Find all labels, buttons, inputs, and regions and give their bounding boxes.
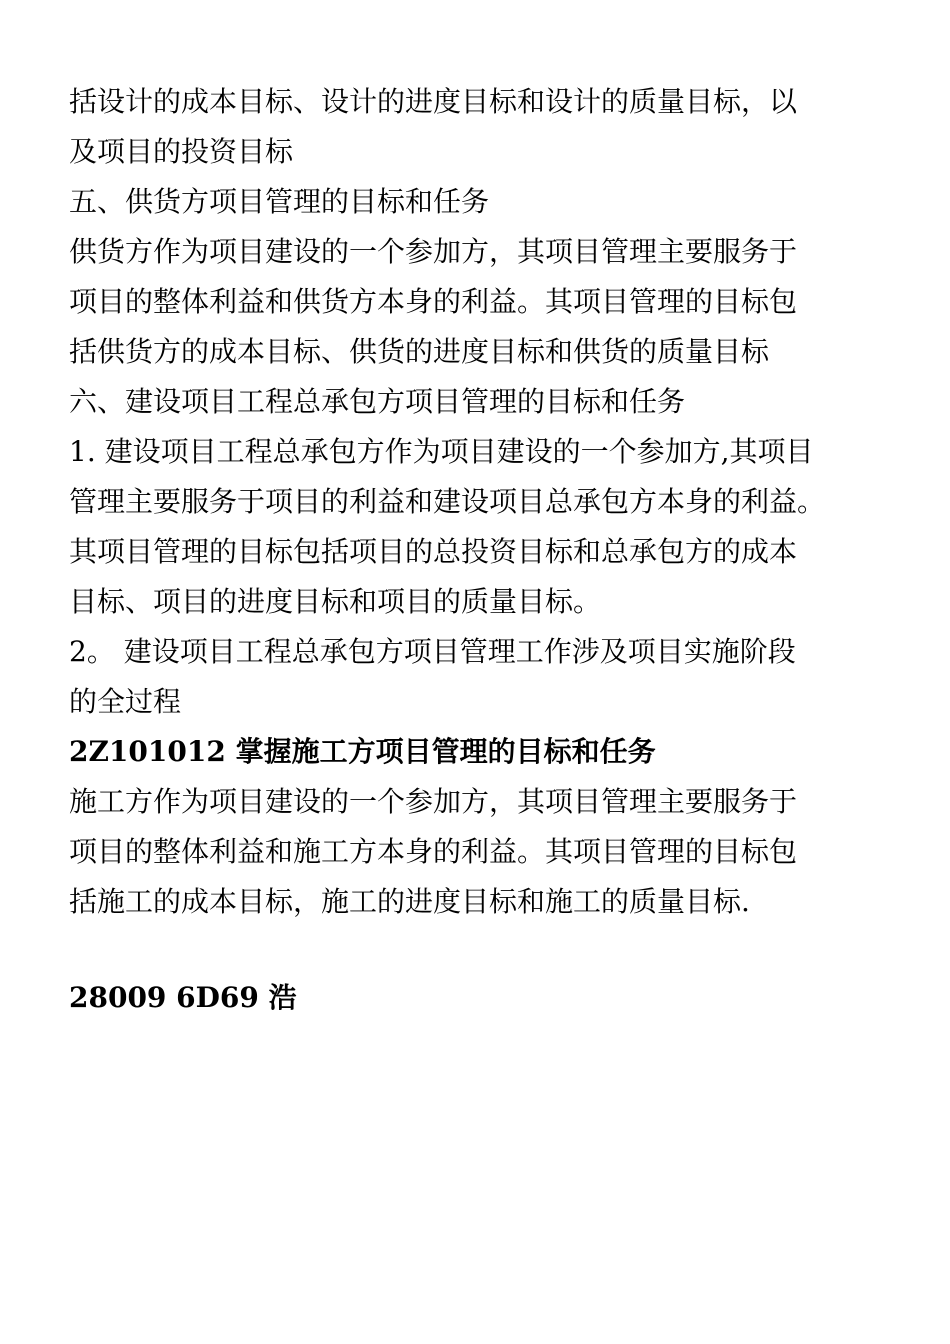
paragraph-line: 供货方作为项目建设的一个参加方，其项目管理主要服务于 bbox=[69, 235, 798, 268]
list-item-2-line: 2。 建设项目工程总承包方项目管理工作涉及项目实施阶段 bbox=[69, 635, 796, 668]
paragraph-line: 项目的整体利益和供货方本身的利益。其项目管理的目标包 bbox=[69, 285, 798, 318]
paragraph-line: 的全过程 bbox=[69, 685, 182, 718]
list-item-1-line: 1. 建设项目工程总承包方作为项目建设的一个参加方,其项目 bbox=[69, 435, 814, 468]
paragraph-line: 目标、项目的进度目标和项目的质量目标。 bbox=[69, 585, 602, 618]
paragraph-line: 管理主要服务于项目的利益和建设项目总承包方本身的利益。 bbox=[69, 485, 826, 518]
paragraph-line: 括施工的成本目标，施工的进度目标和施工的质量目标. bbox=[69, 885, 750, 918]
section-heading-2z101012: 2Z101012 掌握施工方项目管理的目标和任务 bbox=[69, 735, 656, 768]
paragraph-line: 括设计的成本目标、设计的进度目标和设计的质量目标，以 bbox=[69, 85, 798, 118]
paragraph-line: 项目的整体利益和施工方本身的利益。其项目管理的目标包 bbox=[69, 835, 798, 868]
paragraph-line: 括供货方的成本目标、供货的进度目标和供货的质量目标 bbox=[69, 335, 770, 368]
section-heading-6: 六、建设项目工程总承包方项目管理的目标和任务 bbox=[69, 385, 686, 418]
paragraph-line: 施工方作为项目建设的一个参加方，其项目管理主要服务于 bbox=[69, 785, 798, 818]
paragraph-line: 其项目管理的目标包括项目的总投资目标和总承包方的成本 bbox=[69, 535, 798, 568]
paragraph-line: 及项目的投资目标 bbox=[69, 135, 294, 168]
section-heading-5: 五、供货方项目管理的目标和任务 bbox=[69, 185, 490, 218]
footer-code: 28009 6D69 浩 bbox=[69, 981, 297, 1014]
